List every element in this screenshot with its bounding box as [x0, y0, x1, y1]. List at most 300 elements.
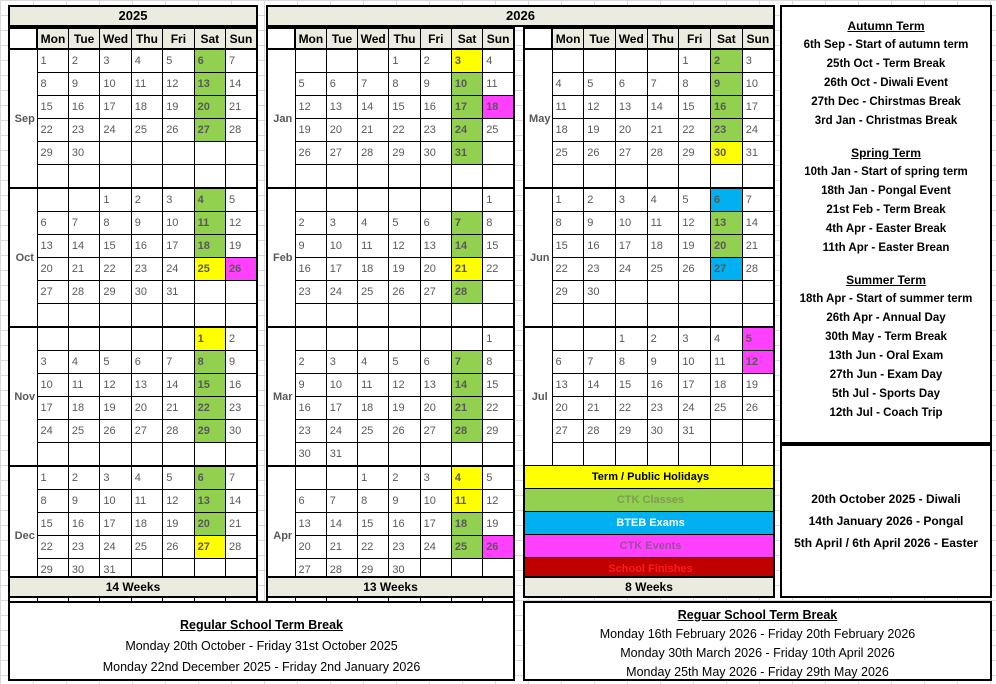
day-cell: 4: [647, 188, 679, 212]
day-cell: [37, 304, 68, 328]
year-header-2026: 2026: [266, 5, 775, 27]
day-cell: 15: [100, 235, 131, 258]
day-header-corner: [267, 28, 295, 49]
day-cell: [163, 142, 194, 165]
day-cell: [679, 443, 711, 466]
day-cell: 22: [37, 119, 68, 142]
day-cell: 6: [711, 188, 743, 212]
day-cell: 21: [226, 513, 257, 536]
calendar-grid-2: [266, 27, 515, 606]
day-cell: 8: [552, 212, 584, 235]
day-cell: [226, 165, 257, 189]
legend-item: BTEB Exams: [524, 512, 774, 535]
week-row: [267, 281, 514, 304]
day-cell: [552, 443, 584, 466]
day-cell: 31: [679, 420, 711, 443]
day-cell: 6: [131, 351, 162, 374]
day-cell: 21: [226, 96, 257, 119]
day-cell: 23: [420, 119, 451, 142]
day-cell: 15: [37, 513, 68, 536]
week-row: [524, 142, 774, 165]
term-title: Autumn Term: [847, 19, 925, 33]
month-label-mar: Mar: [267, 327, 295, 466]
day-cell: [131, 142, 162, 165]
day-cell: 3: [451, 49, 482, 73]
day-cell: 16: [68, 513, 99, 536]
day-cell: 7: [742, 188, 774, 212]
week-row: [267, 420, 514, 443]
day-cell: 14: [647, 96, 679, 119]
day-cell: 30: [420, 142, 451, 165]
day-cell: [163, 304, 194, 328]
day-header-wed: Wed: [615, 28, 647, 49]
day-cell: 29: [483, 420, 514, 443]
day-cell: [131, 443, 162, 467]
day-cell: 14: [451, 235, 482, 258]
month-label-may: May: [524, 49, 552, 188]
day-cell: [420, 188, 451, 212]
week-row: [267, 351, 514, 374]
day-cell: [358, 304, 389, 328]
term-break-line: Monday 22nd December 2025 - Friday 2nd January 2026: [102, 660, 421, 674]
day-cell: [194, 165, 225, 189]
day-cell: [194, 142, 225, 165]
day-cell: 26: [100, 420, 131, 443]
day-cell: 30: [295, 443, 326, 467]
week-row: [9, 351, 257, 374]
day-cell: 26: [584, 142, 616, 165]
day-cell: 20: [326, 119, 357, 142]
day-cell: 12: [584, 96, 616, 119]
day-cell: 28: [326, 559, 357, 582]
day-cell: 28: [163, 420, 194, 443]
day-cell: 13: [295, 513, 326, 536]
day-cell: 29: [615, 420, 647, 443]
day-header-mon: Mon: [295, 28, 326, 49]
day-cell: [326, 304, 357, 328]
day-cell: 12: [100, 374, 131, 397]
week-row: [267, 397, 514, 420]
day-cell: 13: [194, 490, 225, 513]
day-cell: 9: [389, 490, 420, 513]
day-cell: [451, 304, 482, 328]
day-cell: [358, 165, 389, 189]
day-cell: 18: [358, 258, 389, 281]
day-cell: [742, 443, 774, 466]
day-cell: 10: [420, 490, 451, 513]
day-cell: 7: [226, 49, 257, 73]
day-cell: 15: [552, 235, 584, 258]
week-row: [524, 96, 774, 119]
day-cell: 2: [68, 49, 99, 73]
day-cell: 6: [615, 73, 647, 96]
term-event: 13th Jun - Oral Exam: [828, 350, 944, 362]
day-cell: 7: [647, 73, 679, 96]
day-cell: 27: [420, 281, 451, 304]
term-event: 5th Jul - Sports Day: [832, 388, 940, 400]
day-cell: 11: [131, 490, 162, 513]
weeks-summary-spring: 13 Weeks: [266, 576, 515, 598]
day-cell: [100, 142, 131, 165]
day-cell: 23: [68, 536, 99, 559]
day-cell: 17: [451, 96, 482, 119]
day-cell: 15: [194, 374, 225, 397]
term-event: 27th Dec - Chirstmas Break: [811, 96, 961, 108]
day-cell: 16: [295, 258, 326, 281]
day-cell: 5: [389, 351, 420, 374]
day-cell: 12: [295, 96, 326, 119]
weeks-summary-autumn: 14 Weeks: [8, 576, 258, 598]
day-header-fri: Fri: [420, 28, 451, 49]
day-cell: 24: [679, 397, 711, 420]
day-cell: 8: [37, 73, 68, 96]
day-cell: 24: [451, 119, 482, 142]
day-cell: [615, 281, 647, 304]
day-cell: 5: [679, 188, 711, 212]
day-cell: 18: [711, 374, 743, 397]
day-cell: [326, 165, 357, 189]
term-event: 26th Apr - Annual Day: [826, 312, 946, 324]
day-cell: 31: [451, 142, 482, 165]
day-cell: 16: [647, 374, 679, 397]
day-cell: [647, 443, 679, 466]
day-cell: 3: [420, 466, 451, 490]
day-cell: [131, 165, 162, 189]
day-cell: 8: [483, 351, 514, 374]
day-cell: 26: [679, 258, 711, 281]
week-row: [9, 165, 257, 189]
week-row: [524, 235, 774, 258]
day-cell: [100, 327, 131, 351]
week-row: [524, 304, 774, 328]
day-cell: 22: [100, 258, 131, 281]
day-cell: 16: [295, 397, 326, 420]
day-cell: 5: [295, 73, 326, 96]
day-cell: 4: [483, 49, 514, 73]
day-cell: [615, 443, 647, 466]
day-cell: 4: [131, 466, 162, 490]
day-cell: 21: [451, 397, 482, 420]
day-cell: 7: [358, 73, 389, 96]
day-cell: 30: [226, 420, 257, 443]
day-cell: 22: [389, 119, 420, 142]
week-row: [9, 443, 257, 467]
day-header-row: [9, 28, 257, 49]
month-label-oct: Oct: [9, 188, 37, 327]
term-break-line: Monday 20th October - Friday 31st October 2025: [125, 639, 398, 653]
week-row: [524, 73, 774, 96]
day-cell: 27: [194, 536, 225, 559]
day-cell: [742, 304, 774, 328]
day-cell: 6: [552, 351, 584, 374]
day-cell: 6: [194, 466, 225, 490]
day-cell: [483, 304, 514, 328]
day-cell: 11: [358, 235, 389, 258]
day-cell: 24: [37, 420, 68, 443]
day-cell: 29: [358, 559, 389, 582]
week-row: [267, 49, 514, 73]
day-cell: 4: [358, 212, 389, 235]
week-row: [267, 188, 514, 212]
month-label-dec: Dec: [9, 466, 37, 605]
day-cell: 18: [194, 235, 225, 258]
day-cell: 15: [679, 96, 711, 119]
legend-item: School Finishes: [524, 558, 774, 582]
legend-item: CTK Classes: [524, 489, 774, 512]
day-cell: 25: [711, 397, 743, 420]
month-label-nov: Nov: [9, 327, 37, 466]
day-cell: 2: [420, 49, 451, 73]
week-row: [267, 490, 514, 513]
day-cell: 23: [389, 536, 420, 559]
term-break-box-2025: [8, 601, 515, 681]
calendar-column-may-jul: [523, 27, 775, 582]
day-cell: 21: [326, 536, 357, 559]
day-cell: 2: [711, 49, 743, 73]
day-cell: 23: [226, 397, 257, 420]
day-cell: 15: [389, 96, 420, 119]
day-header-thu: Thu: [389, 28, 420, 49]
day-cell: 1: [37, 49, 68, 73]
day-cell: 5: [226, 188, 257, 212]
day-cell: [100, 165, 131, 189]
day-cell: 10: [163, 212, 194, 235]
day-cell: 30: [389, 559, 420, 582]
day-cell: 19: [100, 397, 131, 420]
term-schedule-panel: [780, 5, 992, 444]
day-cell: 1: [358, 466, 389, 490]
day-cell: 19: [742, 374, 774, 397]
week-row: [524, 351, 774, 374]
day-cell: 19: [389, 258, 420, 281]
day-cell: 13: [131, 374, 162, 397]
week-row: [9, 513, 257, 536]
month-label-sep: Sep: [9, 49, 37, 188]
day-cell: 15: [483, 374, 514, 397]
day-cell: 9: [131, 212, 162, 235]
day-header-row: [267, 28, 514, 49]
day-cell: 4: [194, 188, 225, 212]
day-cell: [326, 188, 357, 212]
legend-row: [524, 535, 774, 558]
day-cell: 10: [326, 235, 357, 258]
day-cell: [68, 165, 99, 189]
day-cell: 30: [68, 559, 99, 582]
day-cell: 8: [194, 351, 225, 374]
day-cell: 2: [295, 351, 326, 374]
day-cell: 13: [37, 235, 68, 258]
day-cell: 9: [711, 73, 743, 96]
day-cell: 12: [226, 212, 257, 235]
day-cell: 15: [615, 374, 647, 397]
week-row: [9, 73, 257, 96]
term-event: 10th Jan - Start of spring term: [804, 166, 968, 178]
day-cell: 2: [131, 188, 162, 212]
day-cell: 17: [326, 258, 357, 281]
calendar-grid-1: [8, 27, 258, 606]
week-row: [524, 119, 774, 142]
day-cell: [131, 304, 162, 328]
day-cell: 28: [647, 142, 679, 165]
month-label-jun: Jun: [524, 188, 552, 327]
day-cell: 23: [584, 258, 616, 281]
weeks-summary-summer: 8 Weeks: [523, 576, 775, 598]
day-cell: [584, 443, 616, 466]
day-cell: 24: [163, 258, 194, 281]
day-cell: 22: [679, 119, 711, 142]
day-header-thu: Thu: [647, 28, 679, 49]
week-row: [267, 304, 514, 328]
week-row: [9, 235, 257, 258]
day-cell: 30: [68, 142, 99, 165]
day-cell: 11: [552, 96, 584, 119]
day-cell: 3: [326, 212, 357, 235]
day-cell: 27: [194, 119, 225, 142]
day-cell: 24: [742, 119, 774, 142]
day-cell: [647, 49, 679, 73]
week-row: [9, 374, 257, 397]
day-cell: 25: [552, 142, 584, 165]
calendar-column-jan-apr: [266, 27, 515, 606]
day-cell: [679, 304, 711, 328]
week-row: [524, 443, 774, 466]
day-cell: 2: [226, 327, 257, 351]
day-header-fri: Fri: [163, 28, 194, 49]
day-cell: 19: [679, 235, 711, 258]
day-cell: [483, 281, 514, 304]
day-cell: 13: [420, 374, 451, 397]
day-cell: 21: [647, 119, 679, 142]
day-cell: [226, 304, 257, 328]
day-cell: 17: [100, 513, 131, 536]
day-cell: [295, 165, 326, 189]
day-cell: 12: [163, 490, 194, 513]
day-cell: 20: [37, 258, 68, 281]
term-event: 26th Oct - Diwali Event: [824, 77, 948, 89]
day-cell: 18: [131, 96, 162, 119]
day-cell: 20: [552, 397, 584, 420]
day-cell: 8: [37, 490, 68, 513]
day-cell: 31: [100, 559, 131, 582]
day-cell: [326, 327, 357, 351]
day-cell: 19: [226, 235, 257, 258]
week-row: [9, 304, 257, 328]
day-cell: 14: [742, 212, 774, 235]
day-cell: 5: [389, 212, 420, 235]
day-cell: [615, 304, 647, 328]
legend-item: CTK Events: [524, 535, 774, 558]
day-cell: 26: [295, 142, 326, 165]
day-cell: 28: [226, 119, 257, 142]
day-cell: 8: [483, 212, 514, 235]
day-cell: 21: [584, 397, 616, 420]
day-cell: [552, 49, 584, 73]
day-cell: [552, 165, 584, 189]
day-cell: [68, 304, 99, 328]
day-cell: [37, 327, 68, 351]
day-cell: 11: [647, 212, 679, 235]
day-cell: 16: [389, 513, 420, 536]
term-break-title: Reguar School Term Break: [677, 608, 838, 622]
week-row: [524, 327, 774, 351]
week-row: [524, 420, 774, 443]
day-cell: 3: [615, 188, 647, 212]
day-cell: 17: [326, 397, 357, 420]
day-cell: 6: [420, 212, 451, 235]
day-cell: 1: [37, 466, 68, 490]
year-header-2025: 2025: [8, 5, 258, 27]
day-cell: [679, 165, 711, 189]
day-cell: 27: [37, 281, 68, 304]
day-cell: 4: [711, 327, 743, 351]
week-row: [9, 119, 257, 142]
legend-item: Term / Public Holidays: [524, 466, 774, 489]
day-cell: [163, 165, 194, 189]
term-break-line: Monday 25th May 2026 - Friday 29th May 2026: [626, 665, 889, 679]
day-cell: 19: [584, 119, 616, 142]
month-label-apr: Apr: [267, 466, 295, 605]
day-cell: [647, 304, 679, 328]
day-cell: [226, 443, 257, 467]
day-cell: [711, 420, 743, 443]
day-cell: [389, 165, 420, 189]
day-cell: 5: [584, 73, 616, 96]
day-cell: 3: [326, 351, 357, 374]
day-cell: 18: [68, 397, 99, 420]
day-cell: 27: [711, 258, 743, 281]
day-cell: 29: [679, 142, 711, 165]
week-row: [267, 142, 514, 165]
day-cell: [389, 327, 420, 351]
day-cell: 23: [68, 119, 99, 142]
term-event: 12th Jul - Coach Trip: [829, 407, 943, 419]
day-cell: 29: [552, 281, 584, 304]
day-cell: 26: [226, 258, 257, 281]
week-row: [524, 374, 774, 397]
week-row: [267, 212, 514, 235]
calendar-grid-3: [523, 27, 775, 582]
day-cell: 10: [615, 212, 647, 235]
day-header-sat: Sat: [194, 28, 225, 49]
day-cell: 9: [68, 73, 99, 96]
day-cell: 3: [100, 466, 131, 490]
day-cell: [584, 327, 616, 351]
day-cell: 14: [226, 490, 257, 513]
day-cell: 14: [226, 73, 257, 96]
week-row: [267, 513, 514, 536]
day-cell: 1: [483, 188, 514, 212]
week-row: [267, 235, 514, 258]
day-cell: [451, 188, 482, 212]
day-cell: [615, 49, 647, 73]
day-cell: [451, 327, 482, 351]
day-cell: 25: [358, 281, 389, 304]
day-cell: [163, 443, 194, 467]
day-header-sun: Sun: [483, 28, 514, 49]
day-cell: 28: [742, 258, 774, 281]
week-row: [9, 397, 257, 420]
week-row: [524, 397, 774, 420]
day-cell: 3: [163, 188, 194, 212]
day-header-tue: Tue: [68, 28, 99, 49]
day-cell: 28: [358, 142, 389, 165]
day-cell: 8: [358, 490, 389, 513]
term-event: 27th Jun - Exam Day: [829, 369, 943, 381]
day-cell: 28: [68, 281, 99, 304]
day-cell: [194, 281, 225, 304]
day-cell: 25: [358, 420, 389, 443]
legend-row: [524, 489, 774, 512]
